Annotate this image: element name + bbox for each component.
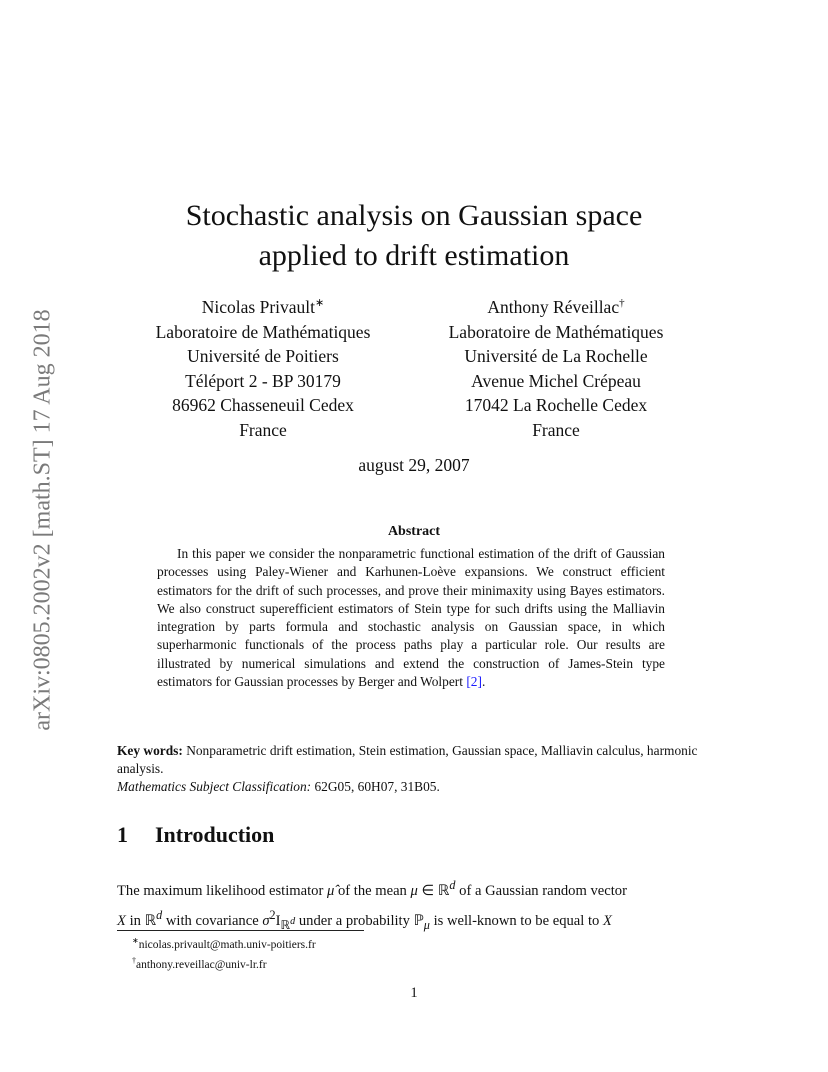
author-2-name: Anthony Réveillac xyxy=(487,297,620,317)
paper-title xyxy=(0,196,828,276)
section-heading xyxy=(117,822,274,848)
section-title: Introduction xyxy=(155,822,275,847)
title-line-1: Stochastic analysis on Gaussian space xyxy=(185,199,643,232)
intro-paragraph: The maximum likelihood estimator μ̂ of the mean μ ∈ ℝ$^d$ of a Gaussian random vector X in ℝ$^d$ with covariance $\sigma^2I_{ℝ^d}$ under a probability ℙ$_\mu$ is well-known to be equal to X xyxy=(117,878,627,932)
page-number: 1 xyxy=(410,985,418,1001)
msc-label: Mathematics Subject Classification: xyxy=(117,779,312,794)
footnote-divider xyxy=(117,930,364,931)
paper-date: august 29, 2007 xyxy=(358,455,470,475)
author-2-lab: Laboratoire de Mathématiques xyxy=(448,321,664,342)
footnote-2-email[interactable]: anthony.reveillac@univ-lr.fr xyxy=(136,959,267,972)
arxiv-identifier: arXiv:0805.2002v2 [math.ST] 17 Aug 2018 xyxy=(29,309,56,731)
author-1-university: Université de Poitiers xyxy=(187,346,339,366)
author-2-address: Avenue Michel Crépeau xyxy=(471,370,641,391)
author-1-name: Nicolas Privault xyxy=(201,297,316,317)
author-2 xyxy=(411,295,701,442)
author-2-university: Université de La Rochelle xyxy=(464,346,648,366)
author-2-city: 17042 La Rochelle Cedex xyxy=(464,395,648,415)
footnotes xyxy=(132,933,316,974)
author-2-country: France xyxy=(532,419,580,440)
author-1 xyxy=(118,295,408,442)
citation-link[interactable]: [2] xyxy=(466,674,482,690)
author-1-country: France xyxy=(239,419,287,440)
keywords-block xyxy=(117,742,707,796)
footnote-1: ∗nicolas.privault@math.univ-poitiers.fr xyxy=(132,936,316,951)
author-1-footnote-mark: ∗ xyxy=(315,297,325,310)
author-1-city: 86962 Chasseneuil Cedex xyxy=(172,395,354,415)
abstract-text: In this paper we consider the nonparametric functional estimation of the drift of Gaussian processes using Paley-Wiener and Karhunen-Loève expansions. We construct efficient estimators for the drift of such processes, and prove their minimaxity using Bayes estimators. We also construct superefficient estimators of Stein type for such drifts using the Malliavin integration by parts formula and stochastic analysis on Gaussian space, in which superharmonic functionals of the process paths play a particular role. Our results are illustrated by numerical simulations and extend the construction of James-Stein type estimators for Gaussian processes by Berger and Wolpert [2]. xyxy=(157,546,665,690)
footnote-1-email[interactable]: nicolas.privault@math.univ-poitiers.fr xyxy=(138,938,316,951)
author-1-address: Téléport 2 - BP 30179 xyxy=(185,370,341,391)
keywords-label: Key words: xyxy=(117,743,183,758)
title-line-2: applied to drift estimation xyxy=(258,239,570,272)
msc-text: 62G05, 60H07, 31B05. xyxy=(311,779,440,794)
keywords-text: Nonparametric drift estimation, Stein estimation, Gaussian space, Malliavin calculus, harmonic analysis. xyxy=(117,743,698,776)
section-number: 1 xyxy=(117,822,128,847)
author-1-lab: Laboratoire de Mathématiques xyxy=(155,321,371,342)
footnote-2: †anthony.reveillac@univ-lr.fr xyxy=(132,956,267,972)
author-2-footnote-mark: † xyxy=(619,297,625,310)
abstract-heading: Abstract xyxy=(387,524,441,539)
